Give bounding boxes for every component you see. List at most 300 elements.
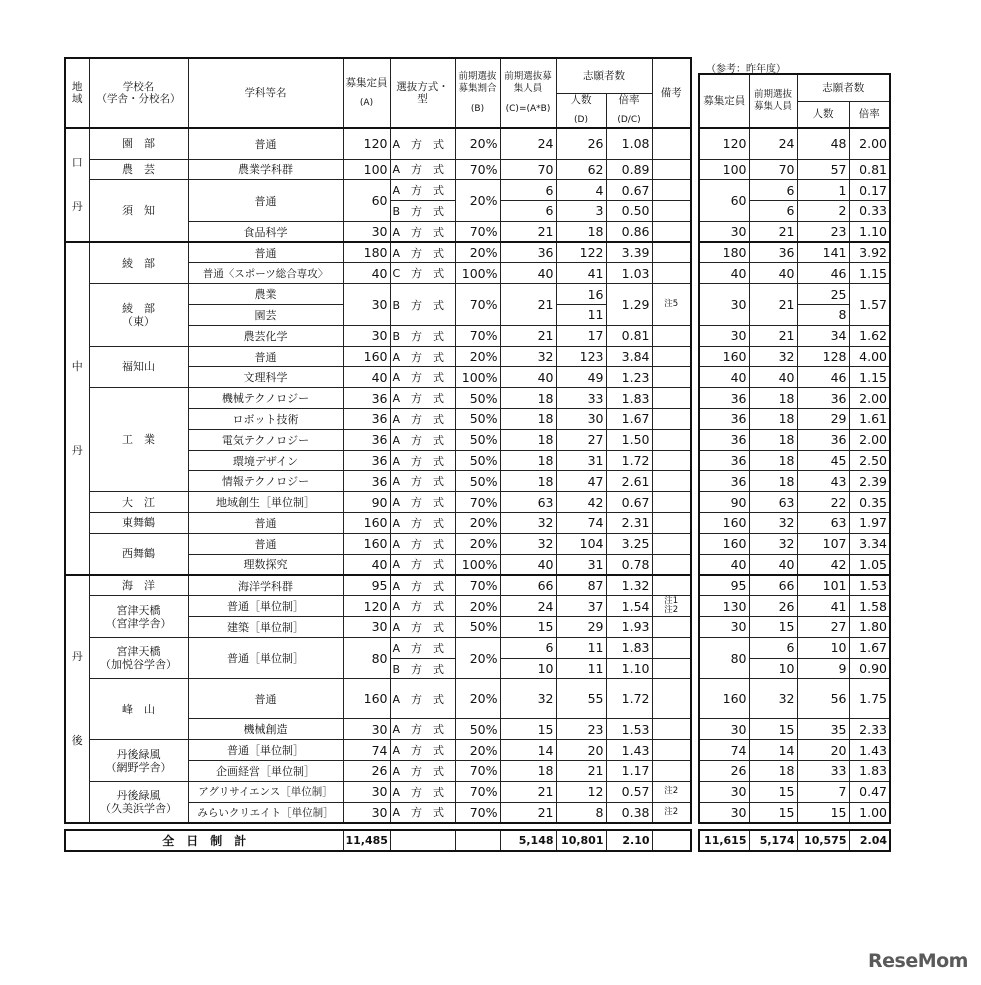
note-cell <box>652 325 691 346</box>
table-row <box>699 128 890 159</box>
applicants-cell: 49 <box>556 367 606 388</box>
early-count-cell: 18 <box>500 409 556 430</box>
applicants-cell: 12 <box>556 781 606 802</box>
prev-capacity-cell: 160 <box>699 513 749 534</box>
prev-early-count-cell: 70 <box>749 159 797 180</box>
early-ratio-cell: 70% <box>455 284 500 326</box>
prev-early-count-cell: 15 <box>749 802 797 823</box>
note-cell <box>652 128 691 159</box>
table-row <box>65 679 691 719</box>
applicants-cell: 4 <box>556 180 606 201</box>
table-row <box>699 429 890 450</box>
table-row <box>65 180 691 201</box>
prev-rate-cell: 3.34 <box>849 533 890 554</box>
prev-early-count-cell: 18 <box>749 450 797 471</box>
early-ratio-cell: 20% <box>455 513 500 534</box>
applicants-cell: 11 <box>556 658 606 679</box>
prev-early-count-cell: 63 <box>749 492 797 513</box>
rate-cell: 0.86 <box>606 221 652 242</box>
prev-capacity-cell: 30 <box>699 617 749 638</box>
rate-cell: 3.25 <box>606 533 652 554</box>
early-ratio-cell: 100% <box>455 367 500 388</box>
prev-header-applicants-group: 志願者数 <box>797 74 890 101</box>
prev-capacity-cell: 160 <box>699 679 749 719</box>
prev-applicants-cell: 22 <box>797 492 849 513</box>
method-cell: A 方 式 <box>390 513 455 534</box>
department-cell: 海洋学科群 <box>188 575 343 596</box>
prev-capacity-cell: 36 <box>699 409 749 430</box>
rate-cell: 1.29 <box>606 284 652 326</box>
rate-cell: 1.83 <box>606 637 652 658</box>
prev-applicants-cell: 41 <box>797 596 849 617</box>
applicants-cell: 55 <box>556 679 606 719</box>
early-count-cell: 15 <box>500 617 556 638</box>
prev-applicants-cell: 25 <box>797 284 849 305</box>
prev-applicants-cell: 56 <box>797 679 849 719</box>
applicants-cell: 11 <box>556 305 606 326</box>
applicants-table <box>64 57 692 824</box>
note-cell <box>652 761 691 782</box>
table-row <box>699 263 890 284</box>
prev-applicants-cell: 57 <box>797 159 849 180</box>
department-cell: 農芸化学 <box>188 325 343 346</box>
header-department: 学科等名 <box>188 58 343 128</box>
table-row <box>699 679 890 719</box>
school-cell: 西舞鶴 <box>89 533 188 575</box>
table-row <box>699 284 890 305</box>
prev-applicants-cell: 7 <box>797 781 849 802</box>
prev-capacity-cell: 40 <box>699 554 749 575</box>
table-row <box>699 367 890 388</box>
table-row <box>65 513 691 534</box>
early-count-cell: 40 <box>500 263 556 284</box>
school-cell: 宮津天橋 （加悦谷学舎） <box>89 637 188 679</box>
department-cell: 機械テクノロジー <box>188 388 343 409</box>
early-count-cell: 6 <box>500 180 556 201</box>
prev-header-rate: 倍率 <box>849 101 890 128</box>
prev-rate-cell: 0.17 <box>849 180 890 201</box>
capacity-cell: 30 <box>343 221 390 242</box>
table-row <box>699 761 890 782</box>
note-cell: 注2 <box>652 802 691 823</box>
applicants-cell: 33 <box>556 388 606 409</box>
prev-applicants-cell: 27 <box>797 617 849 638</box>
table-row <box>65 637 691 658</box>
department-cell: 地域創生［単位制］ <box>188 492 343 513</box>
prev-capacity-cell: 26 <box>699 761 749 782</box>
applicants-cell: 42 <box>556 492 606 513</box>
region-cell: 中 丹 <box>65 242 89 575</box>
early-count-cell: 18 <box>500 388 556 409</box>
capacity-cell: 120 <box>343 596 390 617</box>
prev-capacity-cell: 36 <box>699 450 749 471</box>
prev-applicants-cell: 101 <box>797 575 849 596</box>
applicants-cell: 26 <box>556 128 606 159</box>
table-row <box>699 242 890 263</box>
early-count-cell: 6 <box>500 201 556 222</box>
applicants-cell: 31 <box>556 450 606 471</box>
table-row <box>699 492 890 513</box>
note-cell <box>652 201 691 222</box>
prev-rate-cell: 2.39 <box>849 471 890 492</box>
early-ratio-cell: 50% <box>455 429 500 450</box>
early-count-cell: 32 <box>500 679 556 719</box>
note-cell <box>652 429 691 450</box>
capacity-cell: 40 <box>343 367 390 388</box>
note-cell <box>652 346 691 367</box>
prev-applicants-cell: 36 <box>797 429 849 450</box>
early-count-cell: 40 <box>500 367 556 388</box>
prev-applicants-cell: 48 <box>797 128 849 159</box>
prev-capacity-cell: 160 <box>699 346 749 367</box>
prev-year-caption: （参考：昨年度） <box>706 64 786 75</box>
table-row <box>699 388 890 409</box>
total-row <box>65 830 691 851</box>
table-row <box>699 450 890 471</box>
note-cell: 注5 <box>652 284 691 326</box>
note-cell <box>652 159 691 180</box>
early-ratio-cell: 50% <box>455 409 500 430</box>
method-cell: A 方 式 <box>390 367 455 388</box>
capacity-cell: 90 <box>343 492 390 513</box>
early-count-cell: 18 <box>500 761 556 782</box>
prev-early-count-cell: 15 <box>749 781 797 802</box>
prev-rate-cell: 0.81 <box>849 159 890 180</box>
rate-cell: 1.83 <box>606 388 652 409</box>
capacity-cell: 120 <box>343 128 390 159</box>
applicants-cell: 29 <box>556 617 606 638</box>
prev-early-count-cell: 6 <box>749 637 797 658</box>
table-row <box>699 617 890 638</box>
prev-applicants-cell: 36 <box>797 388 849 409</box>
table-row <box>699 802 890 823</box>
prev-rate-cell: 1.43 <box>849 740 890 761</box>
early-ratio-cell: 50% <box>455 719 500 740</box>
prev-rate-cell: 1.58 <box>849 596 890 617</box>
department-cell: 園芸 <box>188 305 343 326</box>
department-cell: 普通 <box>188 679 343 719</box>
header-rate: 倍率 (D/C) <box>606 93 652 128</box>
method-cell: A 方 式 <box>390 450 455 471</box>
early-count-cell: 63 <box>500 492 556 513</box>
total-early-count: 5,148 <box>500 830 556 851</box>
prev-rate-cell: 1.05 <box>849 554 890 575</box>
capacity-cell: 36 <box>343 409 390 430</box>
method-cell: A 方 式 <box>390 388 455 409</box>
prev-capacity-cell: 30 <box>699 719 749 740</box>
prev-early-count-cell: 32 <box>749 346 797 367</box>
school-cell: 福知山 <box>89 346 188 388</box>
capacity-cell: 80 <box>343 637 390 679</box>
early-ratio-cell: 20% <box>455 679 500 719</box>
prev-early-count-cell: 36 <box>749 242 797 263</box>
prev-capacity-cell: 30 <box>699 802 749 823</box>
department-cell: 普通 <box>188 346 343 367</box>
early-ratio-cell: 50% <box>455 450 500 471</box>
rate-cell: 1.32 <box>606 575 652 596</box>
prev-capacity-cell: 36 <box>699 429 749 450</box>
table-row <box>65 242 691 263</box>
note-cell <box>652 533 691 554</box>
prev-rate-cell: 2.50 <box>849 450 890 471</box>
early-count-cell: 18 <box>500 429 556 450</box>
prev-rate-cell: 1.57 <box>849 284 890 326</box>
note-cell <box>652 409 691 430</box>
prev-applicants-cell: 63 <box>797 513 849 534</box>
note-cell <box>652 492 691 513</box>
note-cell <box>652 263 691 284</box>
method-cell: C 方 式 <box>390 263 455 284</box>
prev-applicants-cell: 20 <box>797 740 849 761</box>
prev-early-count-cell: 15 <box>749 617 797 638</box>
resemom-logo: ReseMom <box>868 950 968 972</box>
prev-early-count-cell: 14 <box>749 740 797 761</box>
prev-early-count-cell: 32 <box>749 679 797 719</box>
method-cell: A 方 式 <box>390 159 455 180</box>
table-row <box>699 471 890 492</box>
early-count-cell: 21 <box>500 284 556 326</box>
early-ratio-cell: 70% <box>455 575 500 596</box>
prev-rate-cell: 2.00 <box>849 128 890 159</box>
table-row <box>65 492 691 513</box>
note-cell: 注2 <box>652 781 691 802</box>
table-row <box>699 513 890 534</box>
early-ratio-cell: 20% <box>455 637 500 679</box>
table-row <box>699 637 890 658</box>
prev-early-count-cell: 6 <box>749 180 797 201</box>
prev-capacity-cell: 30 <box>699 284 749 326</box>
prev-applicants-cell: 107 <box>797 533 849 554</box>
department-cell: 普通 <box>188 513 343 534</box>
prev-capacity-cell: 130 <box>699 596 749 617</box>
prev-early-count-cell: 32 <box>749 533 797 554</box>
prev-total-capacity: 11,615 <box>699 830 749 851</box>
prev-capacity-cell: 180 <box>699 242 749 263</box>
early-count-cell: 32 <box>500 346 556 367</box>
method-cell: B 方 式 <box>390 325 455 346</box>
department-cell: ロボット技術 <box>188 409 343 430</box>
rate-cell: 1.72 <box>606 679 652 719</box>
prev-applicants-cell: 29 <box>797 409 849 430</box>
capacity-cell: 26 <box>343 761 390 782</box>
note-cell <box>652 471 691 492</box>
department-cell: 電気テクノロジー <box>188 429 343 450</box>
prev-rate-cell: 2.00 <box>849 388 890 409</box>
prev-early-count-cell: 66 <box>749 575 797 596</box>
prev-rate-cell: 1.15 <box>849 367 890 388</box>
applicants-cell: 30 <box>556 409 606 430</box>
school-cell: 海 洋 <box>89 575 188 596</box>
rate-cell: 1.03 <box>606 263 652 284</box>
method-cell: A 方 式 <box>390 242 455 263</box>
total-applicants: 10,801 <box>556 830 606 851</box>
capacity-cell: 40 <box>343 263 390 284</box>
prev-applicants-cell: 46 <box>797 263 849 284</box>
table-row <box>65 346 691 367</box>
prev-early-count-cell: 40 <box>749 554 797 575</box>
early-ratio-cell: 70% <box>455 761 500 782</box>
header-applicants-group: 志願者数 <box>556 58 652 93</box>
method-cell: A 方 式 <box>390 128 455 159</box>
capacity-cell: 30 <box>343 325 390 346</box>
early-ratio-cell: 20% <box>455 596 500 617</box>
prev-applicants-cell: 34 <box>797 325 849 346</box>
table-row <box>699 346 890 367</box>
rate-cell: 1.08 <box>606 128 652 159</box>
rate-cell: 0.57 <box>606 781 652 802</box>
prev-rate-cell: 2.00 <box>849 429 890 450</box>
prev-early-count-cell: 40 <box>749 263 797 284</box>
prev-early-count-cell: 6 <box>749 201 797 222</box>
method-cell: A 方 式 <box>390 781 455 802</box>
rate-cell: 3.39 <box>606 242 652 263</box>
rate-cell: 0.78 <box>606 554 652 575</box>
method-cell: A 方 式 <box>390 492 455 513</box>
capacity-cell: 160 <box>343 679 390 719</box>
capacity-cell: 100 <box>343 159 390 180</box>
prev-capacity-cell: 160 <box>699 533 749 554</box>
rate-cell: 1.93 <box>606 617 652 638</box>
early-ratio-cell: 50% <box>455 388 500 409</box>
applicants-cell: 123 <box>556 346 606 367</box>
capacity-cell: 160 <box>343 533 390 554</box>
method-cell: A 方 式 <box>390 679 455 719</box>
applicants-cell: 27 <box>556 429 606 450</box>
school-cell: 大 江 <box>89 492 188 513</box>
table-row <box>65 128 691 159</box>
prev-capacity-cell: 30 <box>699 221 749 242</box>
table-row <box>699 221 890 242</box>
early-count-cell: 66 <box>500 575 556 596</box>
prev-early-count-cell: 15 <box>749 719 797 740</box>
total-capacity: 11,485 <box>343 830 390 851</box>
school-cell: 須 知 <box>89 180 188 242</box>
prev-total-early-count: 5,174 <box>749 830 797 851</box>
prev-capacity-cell: 36 <box>699 471 749 492</box>
prev-rate-cell: 1.62 <box>849 325 890 346</box>
applicants-cell: 122 <box>556 242 606 263</box>
table-row <box>699 554 890 575</box>
table-row <box>65 596 691 617</box>
prev-rate-cell: 1.75 <box>849 679 890 719</box>
method-cell: B 方 式 <box>390 658 455 679</box>
department-cell: 普通 <box>188 180 343 222</box>
method-cell: A 方 式 <box>390 429 455 450</box>
prev-early-count-cell: 21 <box>749 284 797 326</box>
rate-cell: 1.10 <box>606 658 652 679</box>
prev-early-count-cell: 32 <box>749 513 797 534</box>
early-ratio-cell: 20% <box>455 533 500 554</box>
rate-cell: 1.72 <box>606 450 652 471</box>
early-count-cell: 21 <box>500 325 556 346</box>
table-row <box>65 159 691 180</box>
early-ratio-cell: 70% <box>455 221 500 242</box>
prev-early-count-cell: 18 <box>749 761 797 782</box>
region-cell: 丹 後 <box>65 575 89 823</box>
header-early-count: 前期選抜募集人員 (C)=(A*B) <box>500 58 556 128</box>
applicants-cell: 17 <box>556 325 606 346</box>
department-cell: 普通［単位制］ <box>188 740 343 761</box>
note-cell <box>652 388 691 409</box>
note-cell: 注1 注2 <box>652 596 691 617</box>
early-ratio-cell: 70% <box>455 159 500 180</box>
header-region: 地域 <box>65 58 89 128</box>
school-cell: 綾 部 （東） <box>89 284 188 346</box>
capacity-cell: 160 <box>343 513 390 534</box>
table-row <box>699 596 890 617</box>
prev-applicants-cell: 9 <box>797 658 849 679</box>
table-row <box>65 740 691 761</box>
table-row <box>699 719 890 740</box>
early-count-cell: 36 <box>500 242 556 263</box>
prev-capacity-cell: 74 <box>699 740 749 761</box>
department-cell: 建築［単位制］ <box>188 617 343 638</box>
department-cell: 農業 <box>188 284 343 305</box>
early-count-cell: 24 <box>500 596 556 617</box>
early-ratio-cell: 70% <box>455 325 500 346</box>
prev-year-table <box>698 73 891 824</box>
table-row <box>699 159 890 180</box>
header-school: 学校名 （学舎・分校名） <box>89 58 188 128</box>
prev-capacity-cell: 40 <box>699 367 749 388</box>
table-row <box>699 740 890 761</box>
rate-cell: 0.81 <box>606 325 652 346</box>
prev-capacity-cell: 100 <box>699 159 749 180</box>
capacity-cell: 60 <box>343 180 390 222</box>
prev-rate-cell: 2.33 <box>849 719 890 740</box>
early-count-cell: 21 <box>500 781 556 802</box>
note-cell <box>652 679 691 719</box>
capacity-cell: 36 <box>343 450 390 471</box>
table-row <box>65 575 691 596</box>
rate-cell: 0.67 <box>606 180 652 201</box>
applicants-cell: 31 <box>556 554 606 575</box>
prev-rate-cell: 3.92 <box>849 242 890 263</box>
early-count-cell: 10 <box>500 658 556 679</box>
prev-header-capacity: 募集定員 <box>699 74 749 128</box>
method-cell: A 方 式 <box>390 740 455 761</box>
school-cell: 峰 山 <box>89 679 188 740</box>
table-row <box>65 284 691 305</box>
early-count-cell: 21 <box>500 221 556 242</box>
prev-capacity-cell: 60 <box>699 180 749 222</box>
method-cell: A 方 式 <box>390 409 455 430</box>
rate-cell: 0.67 <box>606 492 652 513</box>
prev-applicants-cell: 35 <box>797 719 849 740</box>
prev-early-count-cell: 26 <box>749 596 797 617</box>
rate-cell: 1.54 <box>606 596 652 617</box>
prev-rate-cell: 1.15 <box>849 263 890 284</box>
department-cell: アグリサイエンス［単位制］ <box>188 781 343 802</box>
rate-cell: 1.17 <box>606 761 652 782</box>
school-cell: 農 芸 <box>89 159 188 180</box>
capacity-cell: 36 <box>343 429 390 450</box>
early-ratio-cell: 70% <box>455 492 500 513</box>
prev-rate-cell: 0.35 <box>849 492 890 513</box>
department-cell: 環境デザイン <box>188 450 343 471</box>
method-cell: B 方 式 <box>390 201 455 222</box>
prev-applicants-cell: 33 <box>797 761 849 782</box>
prev-applicants-cell: 1 <box>797 180 849 201</box>
method-cell: A 方 式 <box>390 533 455 554</box>
department-cell: 企画経営［単位制］ <box>188 761 343 782</box>
prev-applicants-cell: 46 <box>797 367 849 388</box>
department-cell: 文理科学 <box>188 367 343 388</box>
prev-rate-cell: 1.10 <box>849 221 890 242</box>
prev-early-count-cell: 18 <box>749 429 797 450</box>
note-cell <box>652 180 691 201</box>
applicants-cell: 87 <box>556 575 606 596</box>
